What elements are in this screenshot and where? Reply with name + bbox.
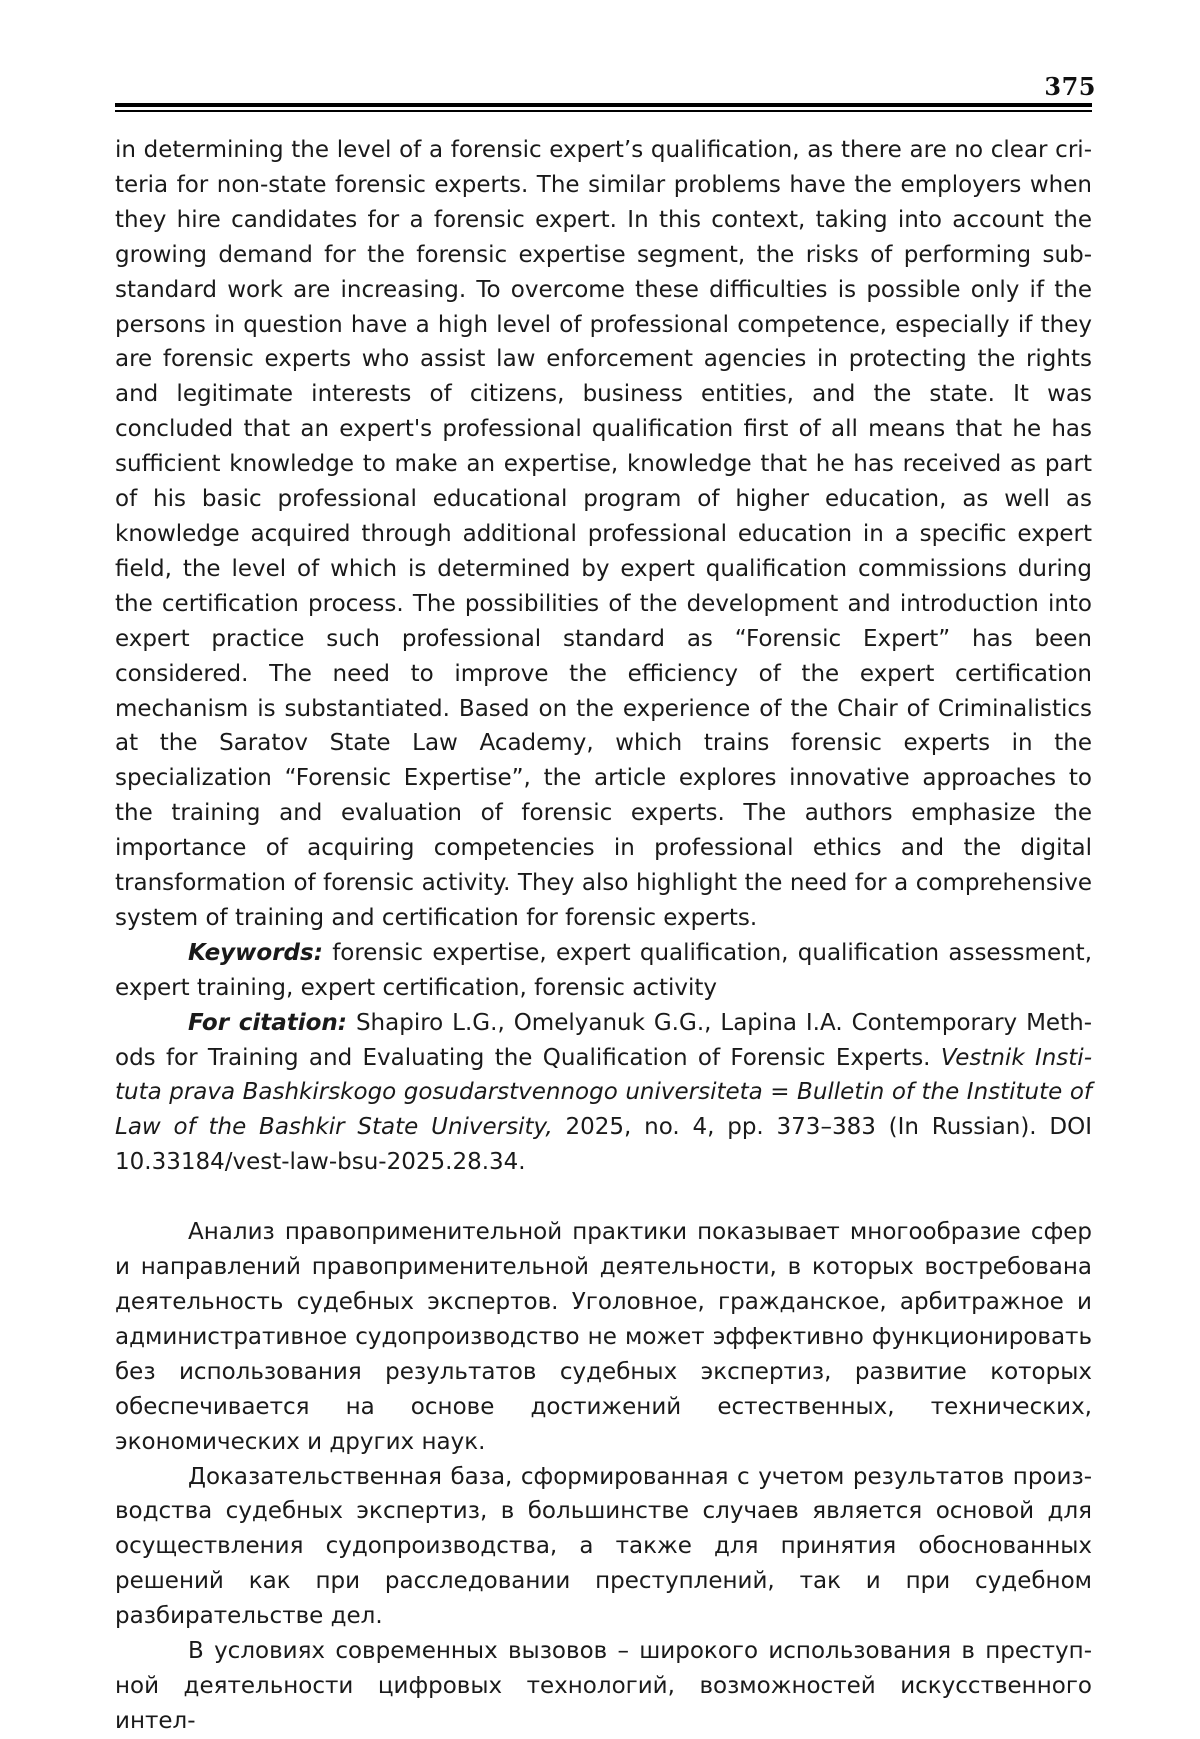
citation-paragraph [115, 1006, 1092, 1181]
keywords-text: forensic expertise, expert qualification, qualification assessment, expert training, expert certification, forensic activity [115, 939, 1093, 1001]
body-paragraph: Анализ правоприменительной практики показывает многообразие сфер и направлений правоприменительной деятельности, в которых востребована деятельность судебных экспертов. Уголовное, гражданское, арбитражное и административное судопроизводство не может эффективно функционировать без использования результатов судебных экспертиз, развитие которых обеспечивается на основе достижений естественных, технических, экономических и других наук. [115, 1219, 1092, 1455]
section-gap [115, 1180, 1092, 1215]
body-paragraph: В условиях современных вызовов – широкого использования в преступной деятельности цифровых технологий, возможностей искусственного интел- [115, 1638, 1092, 1734]
page-number: 375 [1044, 72, 1096, 101]
keywords-paragraph [115, 936, 1092, 1006]
header-rule-thick [115, 103, 1092, 107]
header-rule-thin [115, 110, 1092, 112]
body-paragraph: Доказательственная база, сформированная с учетом результатов производства судебных экспертиз, в большинстве случаев является основой для осуществления судопроизводства, а также для принятия обоснованных решений как при расследовании преступлений, так и при судебном разбирательстве дел. [115, 1463, 1092, 1630]
citation-details: 2025, no. 4, pp. 373–383 (In Russian). DOI 10.33184/vest-law-bsu-2025.28.34. [115, 1114, 1093, 1176]
citation-authors-title: Shapiro L.G., Omelyanuk G.G., Lapina I.A. Contemporary Methods for Training and Evaluating the Qualification of Forensic Experts. [115, 1009, 1092, 1071]
citation-label: For citation: [188, 1009, 347, 1036]
keywords-label: Keywords: [188, 939, 323, 966]
citation-journal: Vestnik Instituta prava Bashkirskogo gosudarstvennogo universiteta = Bulletin of the Institute of Law of the Bashkir State University, [115, 1044, 1093, 1141]
page-content [115, 133, 1092, 1739]
abstract-text: in determining the level of a forensic expert’s qualification, as there are no clear criteria for non-state forensic experts. The similar problems have the employers when they hire candidates for a forensic expert. In this context, taking into account the growing demand for the forensic expertise segment, the risks of performing substandard work are increasing. To overcome these difficulties is possible only if the persons in question have a high level of professional competence, especially if they are forensic experts who assist law enforcement agencies in protecting the rights and legitimate interests of citizens, business entities, and the state. It was concluded that an expert's professional qualification first of all means that he has sufficient knowledge to make an expertise, knowledge that he has received as part of his basic professional educational program of higher education, as well as knowledge acquired through additional professional education in a specific expert field, the level of which is determined by expert qualification commissions during the certification process. The possibilities of the development and introduction into expert practice such professional standard as “Forensic Expert” has been considered. The need to improve the efficiency of the expert certification mechanism is substantiated. Based on the experience of the Chair of Criminalistics at the Saratov State Law Academy, which trains forensic experts in the specialization “Forensic Expertise”, the article explores innovative approaches to the training and evaluation of forensic experts. The authors emphasize the importance of acquiring competencies in professional ethics and the digital transformation of forensic activity. They also highlight the need for a comprehensive system of training and certification for forensic experts. [115, 137, 1092, 931]
